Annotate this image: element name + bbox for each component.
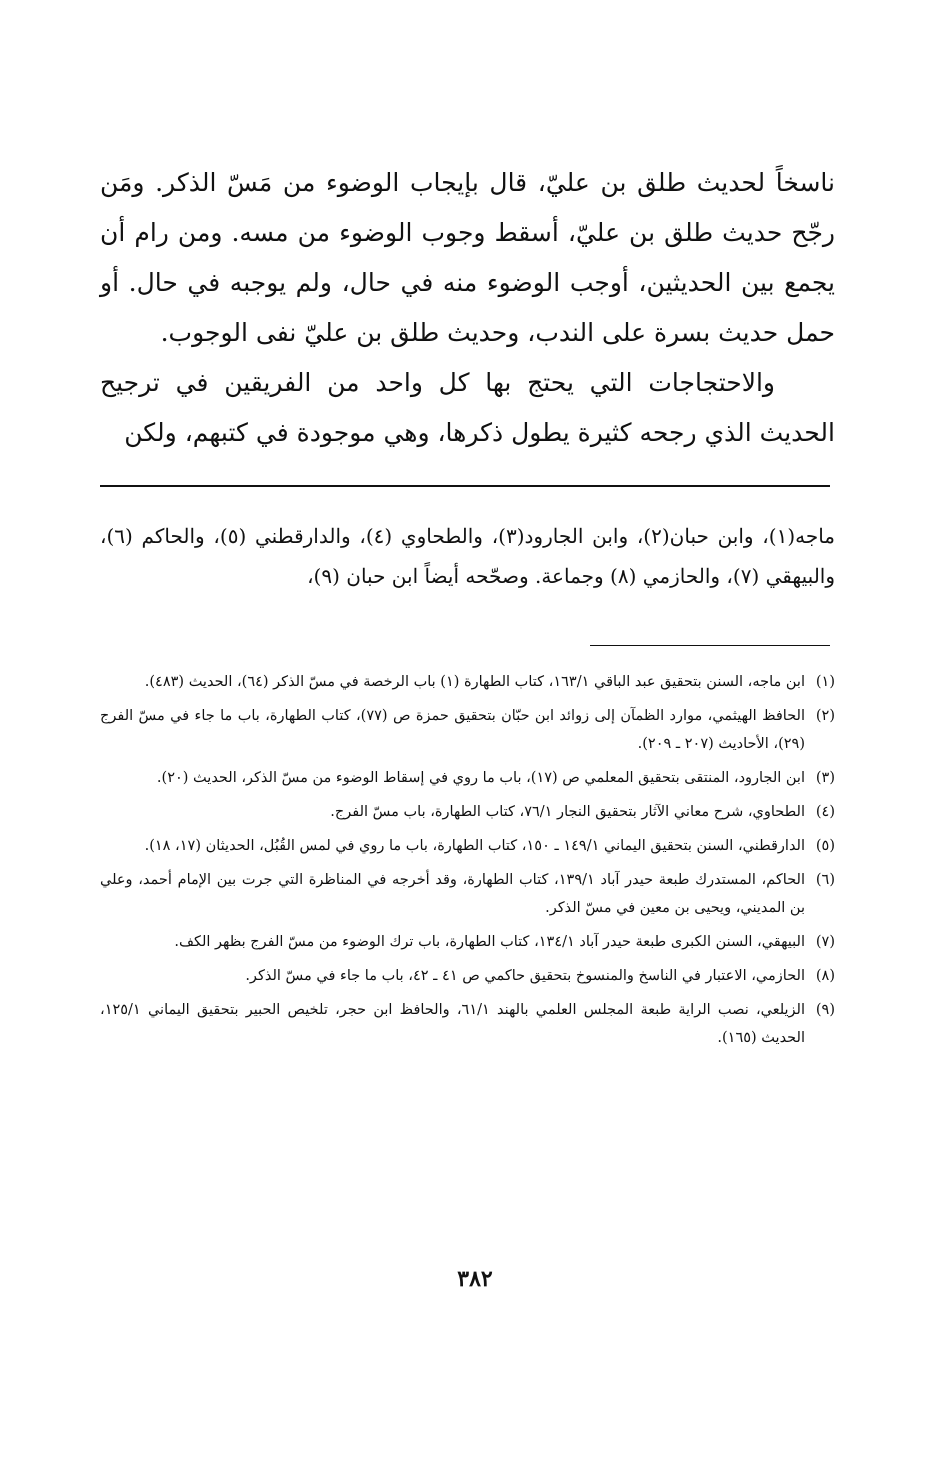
footnote-number: (٤): [815, 804, 835, 820]
footnote-item: [100, 764, 835, 792]
main-text-block: [100, 158, 835, 458]
footnote-item: [100, 832, 835, 860]
footnote-number: (٨): [815, 968, 835, 984]
footnote-text: ابن الجارود، المنتقى بتحقيق المعلمي ص (١٧)، باب ما روي في إسقاط الوضوء من مسّ الذكر، الحديث (٢٠).: [156, 770, 805, 786]
footnote-item: [100, 702, 835, 758]
footnote-number: (٥): [815, 838, 835, 854]
footnote-number: (٣): [815, 770, 835, 786]
footnote-item: [100, 996, 835, 1052]
main-paragraph: والاحتجاجات التي يحتج بها كل واحد من الفريقين في ترجيح الحديث الذي رجحه كثيرة يطول ذكرها، وهي موجودة في كتبهم، ولكن: [100, 368, 835, 447]
footnotes-list: [100, 668, 835, 1058]
footnote-item: [100, 962, 835, 990]
page-number: ٣٨٢: [457, 1266, 493, 1292]
footnote-text: الحازمي، الاعتبار في الناسخ والمنسوخ بتحقيق حاكمي ص ٤١ ـ ٤٢، باب ما جاء في مسّ الذكر.: [245, 968, 805, 984]
footnote-item: [100, 668, 835, 696]
footnote-number: (٩): [815, 1002, 835, 1018]
footnote-number: (٧): [815, 934, 835, 950]
footnote-text: الدارقطني، السنن بتحقيق اليماني ١٤٩/١ ـ ١٥٠، كتاب الطهارة، باب ما روي في لمس القُبُل، الحديثان (١٧، ١٨).: [144, 838, 805, 854]
footnote-item: [100, 866, 835, 922]
footnote-text: ابن ماجه، السنن بتحقيق عبد الباقي ١٦٣/١، كتاب الطهارة (١) باب الرخصة في مسّ الذكر (٦٤)، الحديث (٤٨٣).: [144, 674, 805, 690]
footnote-text: الطحاوي، شرح معاني الآثار بتحقيق النجار ٧٦/١، كتاب الطهارة، باب مسّ الفرج.: [330, 804, 805, 820]
footnote-number: (٦): [815, 872, 835, 888]
footnote-text: الحاكم، المستدرك طبعة حيدر آباد ١٣٩/١، كتاب الطهارة، وقد أخرجه في المناظرة التي جرت بين الإمام أحمد، وعلي بن المديني، ويحيى بن معين في مسّ الذكر.: [100, 872, 805, 916]
footnote-number: (١): [815, 674, 835, 690]
main-paragraph: ناسخاً لحديث طلق بن عليّ، قال بإيجاب الوضوء من مَسّ الذكر. ومَن رجّح حديث طلق بن عليّ، أسقط وجوب الوضوء من مسه. ومن رام أن يجمع بين الحديثين، أوجب الوضوء منه في حال، ولم يوجبه في حال. أو حمل حديث بسرة على الندب، وحديث طلق بن عليّ نفى الوجوب.: [100, 168, 835, 347]
footnote-text: الحافظ الهيثمي، موارد الظمآن إلى زوائد ابن حبّان بتحقيق حمزة ص (٧٧)، كتاب الطهارة، باب ما جاء في مسّ الفرج (٢٩)، الأحاديث (٢٠٧ ـ ٢٠٩).: [100, 708, 805, 752]
continuation-text: ماجه(١)، وابن حبان(٢)، وابن الجارود(٣)، والطحاوي (٤)، والدارقطني (٥)، والحاكم (٦)، والبيهقي (٧)، والحازمي (٨) وجماعة. وصحّحه أيضاً ابن حبان (٩)،: [100, 524, 836, 588]
footnote-item: [100, 798, 835, 826]
footnote-number: (٢): [815, 708, 835, 724]
continuation-block: [100, 516, 835, 596]
footnote-text: البيهقي، السنن الكبرى طبعة حيدر آباد ١٣٤/١، كتاب الطهارة، باب ترك الوضوء من مسّ الفرج بظهر الكف.: [174, 934, 805, 950]
footnote-text: الزيلعي، نصب الراية طبعة المجلس العلمي بالهند ٦١/١، والحافظ ابن حجر، تلخيص الحبير بتحقيق اليماني ١٢٥/١، الحديث (١٦٥).: [100, 1002, 806, 1046]
footnote-divider: [590, 645, 830, 646]
section-divider: [100, 485, 830, 487]
footnote-item: [100, 928, 835, 956]
